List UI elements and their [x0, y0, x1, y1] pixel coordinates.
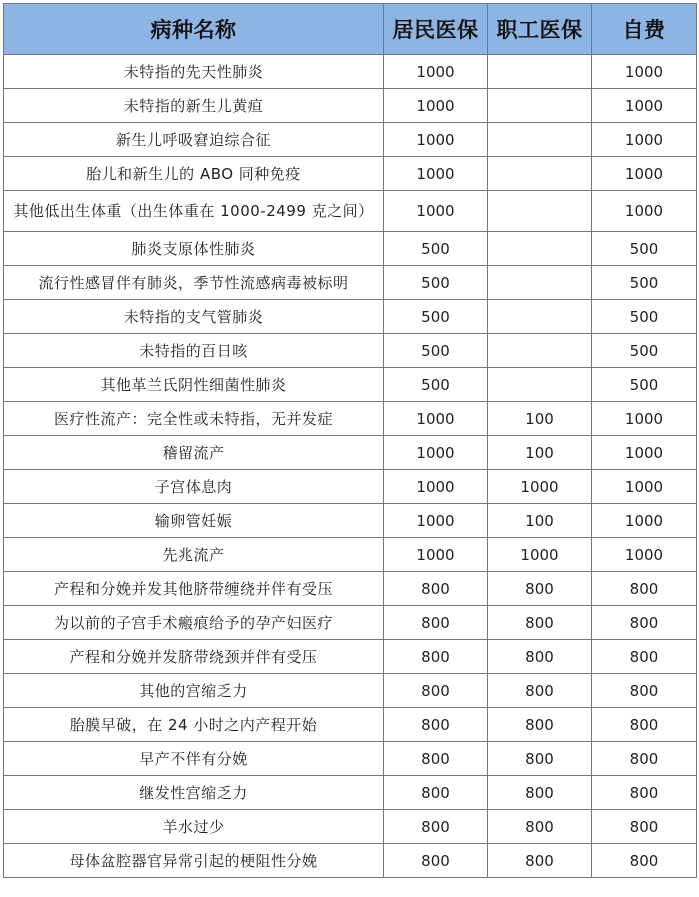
- cell-self-pay: 1000: [592, 89, 697, 123]
- cell-disease-name: 其他低出生体重（出生体重在 1000-2499 克之间）: [4, 191, 384, 232]
- cell-employee-insurance: [488, 266, 592, 300]
- cell-employee-insurance: [488, 368, 592, 402]
- table-row: [4, 55, 697, 89]
- cell-resident-insurance: 1000: [384, 504, 488, 538]
- cell-employee-insurance: 800: [488, 776, 592, 810]
- table-row: [4, 742, 697, 776]
- table-row: [4, 157, 697, 191]
- cell-disease-name: 胎儿和新生儿的 ABO 同种免疫: [4, 157, 384, 191]
- cell-self-pay: 800: [592, 810, 697, 844]
- table-row: [4, 674, 697, 708]
- cell-resident-insurance: 1000: [384, 538, 488, 572]
- table-row: [4, 334, 697, 368]
- cell-resident-insurance: 1000: [384, 55, 488, 89]
- cell-self-pay: 500: [592, 232, 697, 266]
- cell-disease-name: 其他革兰氏阴性细菌性肺炎: [4, 368, 384, 402]
- cell-employee-insurance: [488, 157, 592, 191]
- cell-resident-insurance: 1000: [384, 123, 488, 157]
- cell-resident-insurance: 500: [384, 368, 488, 402]
- cell-employee-insurance: [488, 123, 592, 157]
- table-row: [4, 89, 697, 123]
- cell-disease-name: 医疗性流产：完全性或未特指，无并发症: [4, 402, 384, 436]
- cell-self-pay: 500: [592, 334, 697, 368]
- cell-self-pay: 500: [592, 368, 697, 402]
- cell-employee-insurance: 100: [488, 436, 592, 470]
- cell-employee-insurance: 800: [488, 810, 592, 844]
- cell-disease-name: 产程和分娩并发其他脐带缠绕并伴有受压: [4, 572, 384, 606]
- cell-self-pay: 1000: [592, 470, 697, 504]
- cell-employee-insurance: [488, 334, 592, 368]
- cell-disease-name: 新生儿呼吸窘迫综合征: [4, 123, 384, 157]
- cell-disease-name: 早产不伴有分娩: [4, 742, 384, 776]
- cell-employee-insurance: 1000: [488, 470, 592, 504]
- cell-resident-insurance: 500: [384, 334, 488, 368]
- table-row: [4, 504, 697, 538]
- cell-employee-insurance: [488, 232, 592, 266]
- table-header-row: [4, 4, 697, 55]
- cell-disease-name: 未特指的支气管肺炎: [4, 300, 384, 334]
- header-resident-insurance: 居民医保: [384, 4, 488, 55]
- cell-disease-name: 流行性感冒伴有肺炎，季节性流感病毒被标明: [4, 266, 384, 300]
- cell-disease-name: 胎膜早破，在 24 小时之内产程开始: [4, 708, 384, 742]
- cell-employee-insurance: 800: [488, 606, 592, 640]
- cell-resident-insurance: 1000: [384, 89, 488, 123]
- cell-resident-insurance: 1000: [384, 402, 488, 436]
- cell-employee-insurance: [488, 89, 592, 123]
- cell-self-pay: 800: [592, 742, 697, 776]
- fee-table-container: [3, 3, 696, 878]
- cell-resident-insurance: 500: [384, 232, 488, 266]
- cell-disease-name: 继发性宫缩乏力: [4, 776, 384, 810]
- cell-resident-insurance: 500: [384, 266, 488, 300]
- table-row: [4, 844, 697, 878]
- cell-disease-name: 肺炎支原体性肺炎: [4, 232, 384, 266]
- cell-employee-insurance: [488, 55, 592, 89]
- cell-resident-insurance: 800: [384, 572, 488, 606]
- cell-self-pay: 800: [592, 674, 697, 708]
- header-self-pay: 自费: [592, 4, 697, 55]
- cell-self-pay: 800: [592, 844, 697, 878]
- cell-resident-insurance: 800: [384, 742, 488, 776]
- cell-disease-name: 产程和分娩并发脐带绕颈并伴有受压: [4, 640, 384, 674]
- cell-resident-insurance: 800: [384, 640, 488, 674]
- cell-disease-name: 其他的宫缩乏力: [4, 674, 384, 708]
- table-row: [4, 606, 697, 640]
- table-body: [4, 55, 697, 878]
- cell-employee-insurance: 800: [488, 674, 592, 708]
- cell-self-pay: 1000: [592, 55, 697, 89]
- table-row: [4, 708, 697, 742]
- cell-resident-insurance: 800: [384, 606, 488, 640]
- cell-self-pay: 1000: [592, 436, 697, 470]
- cell-disease-name: 先兆流产: [4, 538, 384, 572]
- disease-fee-table: [3, 3, 697, 878]
- table-row: [4, 436, 697, 470]
- cell-self-pay: 1000: [592, 538, 697, 572]
- cell-self-pay: 800: [592, 708, 697, 742]
- cell-resident-insurance: 800: [384, 776, 488, 810]
- table-row: [4, 810, 697, 844]
- table-row: [4, 538, 697, 572]
- cell-self-pay: 800: [592, 776, 697, 810]
- cell-resident-insurance: 800: [384, 674, 488, 708]
- cell-resident-insurance: 500: [384, 300, 488, 334]
- cell-resident-insurance: 800: [384, 810, 488, 844]
- cell-resident-insurance: 800: [384, 844, 488, 878]
- cell-resident-insurance: 1000: [384, 191, 488, 232]
- cell-self-pay: 800: [592, 640, 697, 674]
- cell-self-pay: 800: [592, 572, 697, 606]
- table-row: [4, 776, 697, 810]
- cell-disease-name: 为以前的子宫手术瘢痕给予的孕产妇医疗: [4, 606, 384, 640]
- cell-self-pay: 1000: [592, 504, 697, 538]
- cell-disease-name: 稽留流产: [4, 436, 384, 470]
- table-row: [4, 232, 697, 266]
- cell-employee-insurance: 100: [488, 402, 592, 436]
- cell-employee-insurance: 800: [488, 844, 592, 878]
- cell-disease-name: 母体盆腔器官异常引起的梗阻性分娩: [4, 844, 384, 878]
- cell-employee-insurance: [488, 191, 592, 232]
- cell-resident-insurance: 800: [384, 708, 488, 742]
- table-row: [4, 123, 697, 157]
- cell-self-pay: 1000: [592, 402, 697, 436]
- cell-disease-name: 羊水过少: [4, 810, 384, 844]
- table-row: [4, 470, 697, 504]
- table-row: [4, 368, 697, 402]
- table-row: [4, 266, 697, 300]
- header-disease-name: 病种名称: [4, 4, 384, 55]
- cell-resident-insurance: 1000: [384, 436, 488, 470]
- cell-employee-insurance: 800: [488, 742, 592, 776]
- header-employee-insurance: 职工医保: [488, 4, 592, 55]
- cell-employee-insurance: [488, 300, 592, 334]
- cell-employee-insurance: 800: [488, 640, 592, 674]
- cell-employee-insurance: 800: [488, 708, 592, 742]
- table-row: [4, 640, 697, 674]
- cell-self-pay: 1000: [592, 191, 697, 232]
- cell-employee-insurance: 800: [488, 572, 592, 606]
- table-row: [4, 402, 697, 436]
- cell-self-pay: 1000: [592, 157, 697, 191]
- table-row: [4, 572, 697, 606]
- cell-self-pay: 500: [592, 266, 697, 300]
- cell-resident-insurance: 1000: [384, 470, 488, 504]
- cell-disease-name: 未特指的新生儿黄疸: [4, 89, 384, 123]
- cell-disease-name: 未特指的先天性肺炎: [4, 55, 384, 89]
- cell-employee-insurance: 100: [488, 504, 592, 538]
- cell-self-pay: 1000: [592, 123, 697, 157]
- cell-disease-name: 未特指的百日咳: [4, 334, 384, 368]
- cell-resident-insurance: 1000: [384, 157, 488, 191]
- table-row: [4, 300, 697, 334]
- cell-self-pay: 800: [592, 606, 697, 640]
- cell-disease-name: 输卵管妊娠: [4, 504, 384, 538]
- cell-self-pay: 500: [592, 300, 697, 334]
- cell-employee-insurance: 1000: [488, 538, 592, 572]
- cell-disease-name: 子宫体息肉: [4, 470, 384, 504]
- table-row: [4, 191, 697, 232]
